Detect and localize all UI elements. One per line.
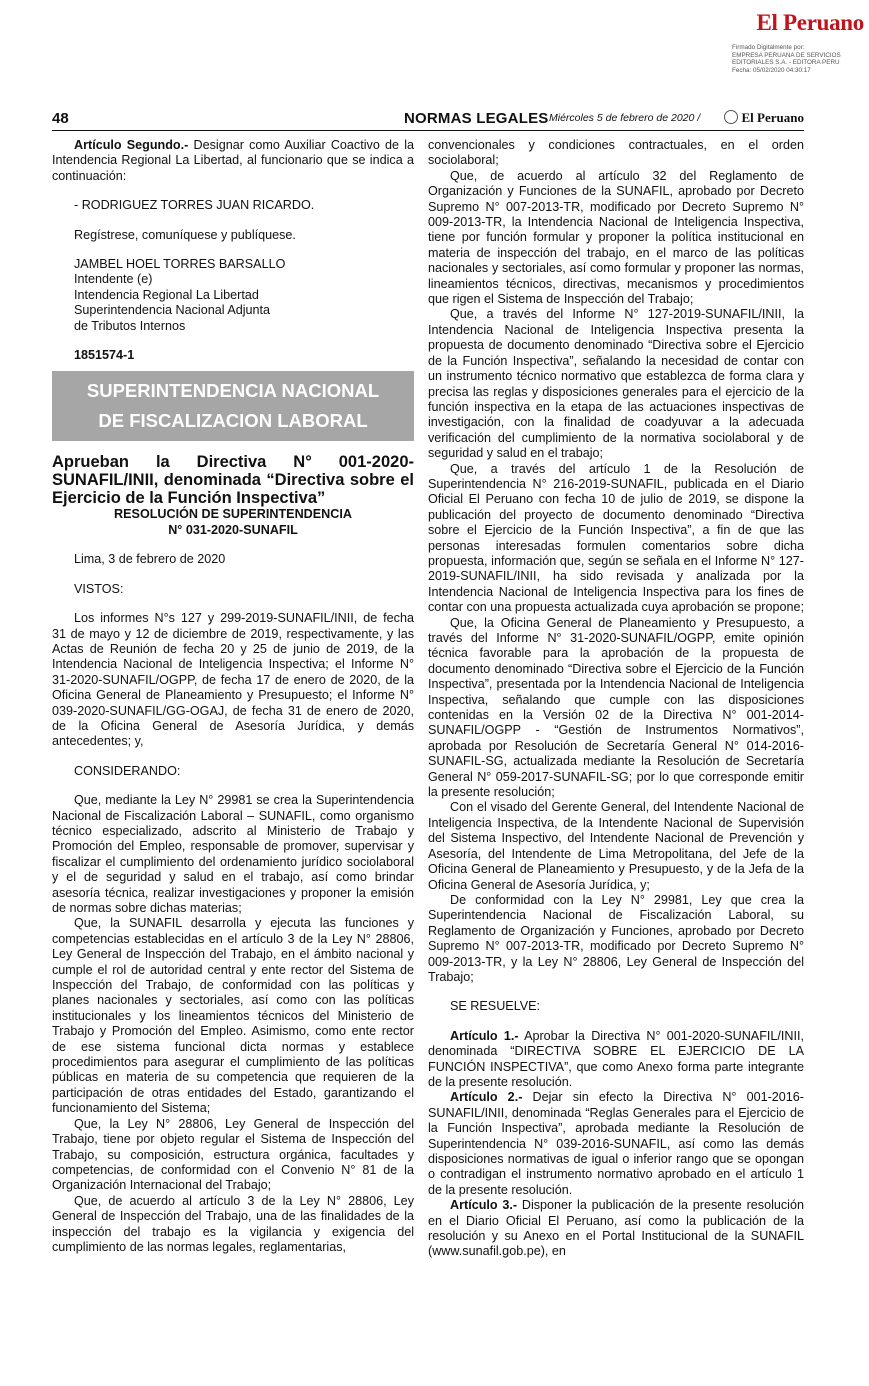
register-formula: Regístrese, comuníquese y publíquese. xyxy=(74,227,296,242)
page-header xyxy=(52,108,804,131)
vistos-paragraph: Los informes N°s 127 y 299-2019-SUNAFIL/INII, de fecha 31 de mayo y 12 de diciembre de 2019, respectivamente, y las Actas de Reunión de fecha 20 y 25 de junio de 2019, de la Intendencia Nacional de Inteligencia Inspectiva; el Informe N° 31-2020-SUNAFIL/OGPP, de fecha 17 de enero de 2020, de la Oficina General de Planeamiento y Presupuesto; el Informe N° 039-2020-SUNAFIL/GG-OGAJ, de fecha 31 de enero de 2020, de la Oficina General de Asesoría Jurídica, y demás antecedentes; y, xyxy=(52,611,414,749)
considerando-heading: CONSIDERANDO: xyxy=(74,763,181,778)
paragraph: Que, de acuerdo al artículo 32 del Reglamento de Organización y Funciones de la SUNAFIL, aprobado por Decreto Supremo N° 007-2013-TR, modificado por Decreto Supremo N° 009-2013-TR, la Intendencia Nacional de Inteligencia Inspectiva, tiene por función formular y proponer la política institucional en materia de inspección del trabajo, en el marco de las políticas nacionales y sectoriales, así como formular y proponer las normas, lineamientos técnicos, directivas, mecanismos y procedimientos que rigen el Sistema de Inspección del Trabajo; xyxy=(428,168,804,307)
section-title: NORMAS LEGALES xyxy=(404,110,549,127)
paragraph: Que, de acuerdo al artículo 3 de la Ley N° 28806, Ley General de Inspección del Trabajo, una de las finalidades de la inspección del trabajo es la vigilancia y exigencia del cumplimiento de las normas legales, reglamentarias, xyxy=(52,1193,414,1254)
paragraph: De conformidad con la Ley N° 29981, Ley que crea la Superintendencia Nacional de Fiscalización Laboral, su Reglamento de Organización y Funciones, aprobado por Decreto Supremo N° 007-2013-TR, modificado por Decreto Supremo N° 009-2013-TR, y la Ley N° 28806, Ley General de Inspección del Trabajo; xyxy=(428,892,804,984)
paragraph: Que, la SUNAFIL desarrolla y ejecuta las funciones y competencias establecidas en el artículo 3 de la Ley N° 28806, Ley General de Inspección del Trabajo, en el ámbito nacional y cumple el rol de autoridad central y ente rector del Sistema de Inspección del Trabajo, de conformidad con las políticas y planes nacionales y sectoriales, así como con las políticas institucionales y los lineamientos técnicos del Ministerio de Trabajo y Promoción del Empleo. Asimismo, como ente rector de ese sistema funcional dicta normas y establece procedimientos para asegurar el cumplimiento de las políticas públicas en materia de su competencia que requieren de la participación de otras entidades del Estado, garantizando el funcionamiento del Sistema; xyxy=(52,916,414,1116)
resolve-heading: SE RESUELVE: xyxy=(450,999,541,1014)
article-text: Designar como Auxiliar Coactivo de la Intendencia Regional La Libertad, al funcionario que se indica a continuación: xyxy=(52,138,414,183)
article-text: Dejar sin efecto la Directiva N° 001-2016-SUNAFIL/INII, denominada “Reglas Generales para el Ejercicio de la Función Inspectiva”, aprobada mediante la Resolución de Superintendencia N° 039-2016-SUNAFIL, así como las demás disposiciones normativas de igual o inferior rango que se opongan o contradigan el instrumento normativo aprobado en el artículo 1 de la presente resolución. xyxy=(428,1090,804,1197)
page-number: 48 xyxy=(52,110,69,127)
resolution-line: RESOLUCIÓN DE SUPERINTENDENCIA xyxy=(114,507,352,522)
paragraph: Que, mediante la Ley N° 29981 se crea la Superintendencia Nacional de Fiscalización Laboral – SUNAFIL, como organismo técnico especializado, adscrito al Ministerio de Trabajo y Promoción del Empleo, responsable de promover, supervisar y fiscalizar el cumplimiento del ordenamiento jurídico sociolaboral y el de seguridad y salud en el trabajo, así como brindar asesoría técnica, realizar investigaciones y proponer la emisión de normas sobre dichas materias; xyxy=(52,793,414,915)
signer-block xyxy=(52,257,414,334)
article-text: Aprobar la Directiva N° 001-2020-SUNAFIL/INII, denominada “DIRECTIVA SOBRE EL EJERCICIO DE LA FUNCIÓN INSPECTIVA”, que como Anexo forma parte integrante de la presente resolución. xyxy=(428,1028,804,1089)
right-column xyxy=(428,138,804,1260)
paragraph: Que, la Ley N° 28806, Ley General de Inspección del Trabajo, tiene por objeto regular el Sistema de Inspección del Trabajo, su composición, estructura orgánica, facultades y competencias, de conformidad con el Convenio N° 81 de la Organización Internacional del Trabajo; xyxy=(52,1116,414,1193)
signer-line: Intendencia Regional La Libertad xyxy=(74,287,259,302)
article-label: Artículo 3.- xyxy=(450,1198,518,1213)
signer-line: de Tributos Internos xyxy=(74,318,186,333)
left-column xyxy=(52,138,414,1255)
signature-line: EDITORIALES S.A. - EDITORA PERU xyxy=(732,59,840,67)
paragraph: Que, a través del Informe N° 127-2019-SUNAFIL/INII, la Intendencia Nacional de Inteligencia Inspectiva presenta la propuesta de documento denominado “Directiva sobre el Ejercicio de la Función Inspectiva”, señalando la necesidad de contar con un instrumento técnico normativo que establezca de forma clara y precisa las reglas y disposiciones generales para el ejercicio de la función inspectiva en la etapa de las actuaciones inspectivas de investigación, con la finalidad de coadyuvar a la adecuada verificación del cumplimiento de la normativa sociolaboral y de seguridad y salud en el trabajo; xyxy=(428,307,804,461)
signature-line: Fecha: 05/02/2020 04:30:17 xyxy=(732,66,811,74)
paragraph: Con el visado del Gerente General, del Intendente Nacional de Inteligencia Inspectiva, de la Intendente Nacional de Supervisión del Sistema Inspectivo, del Intendente Nacional de Prevención y Asesoría, del Intendente de Lima Metropolitana, del Jefe de la Oficina General de Planeamiento y Presupuesto, y de la Jefa de la Oficina General de Asesoría Jurídica, y; xyxy=(428,800,804,892)
article-label: Artículo 2.- xyxy=(450,1090,523,1105)
article-3 xyxy=(428,1198,804,1260)
article-1 xyxy=(428,1029,804,1091)
signer-line: JAMBEL HOEL TORRES BARSALLO xyxy=(74,257,286,272)
paragraph: Que, la Oficina General de Planeamiento y Presupuesto, a través del Informe N° 31-2020-SUNAFIL/OGPP, emite opinión técnica favorable para la aprobación de la propuesta de documento denominado “Directiva sobre el Ejercicio de la Función Inspectiva”, presentada por la Intendencia Nacional de Inteligencia Inspectiva, señalando que cumple con las disposiciones contenidas en la Versión 02 de la Directiva N° 001-2014-SUNAFIL/OGPP - “Gestión de Instrumentos Normativos”, aprobada por Resolución de Secretaría General N° 014-2016-SUNAFIL-SG, actualizada mediante la Resolución de Secretaría General N° 059-2017-SUNAFIL-SG; por lo que corresponde emitir la presente resolución; xyxy=(428,615,804,800)
banner-line: SUPERINTENDENCIA NACIONAL xyxy=(86,380,380,402)
signer-line: Intendente (e) xyxy=(74,272,153,287)
publication-name xyxy=(724,110,804,126)
appointee: - RODRIGUEZ TORRES JUAN RICARDO. xyxy=(74,198,315,213)
vistos-heading: VISTOS: xyxy=(74,581,124,596)
resolution-line: N° 031-2020-SUNAFIL xyxy=(168,522,298,537)
issue-date: Miércoles 5 de febrero de 2020 / xyxy=(549,112,701,124)
place-date: Lima, 3 de febrero de 2020 xyxy=(74,552,226,567)
article-second xyxy=(52,138,414,184)
coat-of-arms-icon xyxy=(724,110,738,124)
signature-line: Firmado Digitalmente por: xyxy=(732,44,805,51)
publication-code: 1851574-1 xyxy=(74,348,135,363)
el-peruano-logo: El Peruano xyxy=(756,10,864,35)
article-label: Artículo 1.- xyxy=(450,1028,519,1043)
article-text: Disponer la publicación de la presente resolución en el Diario Oficial El Peruano, así como la publicación de la resolución y su Anexo en el Portal Institucional de la SUNAFIL (www.sunafil.gob.pe), en xyxy=(428,1198,804,1259)
paragraph-continuation: convencionales y condiciones contractuales, en el orden sociolaboral; xyxy=(428,138,804,168)
resolution-heading xyxy=(52,507,414,538)
signer-line: Superintendencia Nacional Adjunta xyxy=(74,303,271,318)
paragraph: Que, a través del artículo 1 de la Resolución de Superintendencia N° 216-2019-SUNAFIL, publicada en el Diario Oficial El Peruano con fecha 10 de julio de 2019, se dispone la publicación del proyecto de documento denominado “Directiva sobre el Ejercicio de la Función Inspectiva”, a fin de que las personas interesadas formulen comentarios sobre dicha propuesta, información que, según se señala en el Informe N° 127-2019-SUNAFIL/INII, ha sido revisada y analizada por la Intendencia Nacional de Inteligencia Inspectiva para los fines de contar con una propuesta actualizada cuya aprobación se propone; xyxy=(428,461,804,615)
institution-banner xyxy=(52,371,414,441)
article-label: Artículo Segundo.- xyxy=(74,138,189,152)
banner-line: DE FISCALIZACION LABORAL xyxy=(98,410,368,432)
article-2 xyxy=(428,1090,804,1198)
signature-line: EMPRESA PERUANA DE SERVICIOS xyxy=(732,51,841,59)
norm-title: Aprueban la Directiva N° 001-2020-SUNAFIL/INII, denominada “Directiva sobre el Ejercicio de la Función Inspectiva” xyxy=(52,453,414,508)
digital-signature-block xyxy=(732,44,864,74)
publication-label: El Peruano xyxy=(741,110,804,125)
